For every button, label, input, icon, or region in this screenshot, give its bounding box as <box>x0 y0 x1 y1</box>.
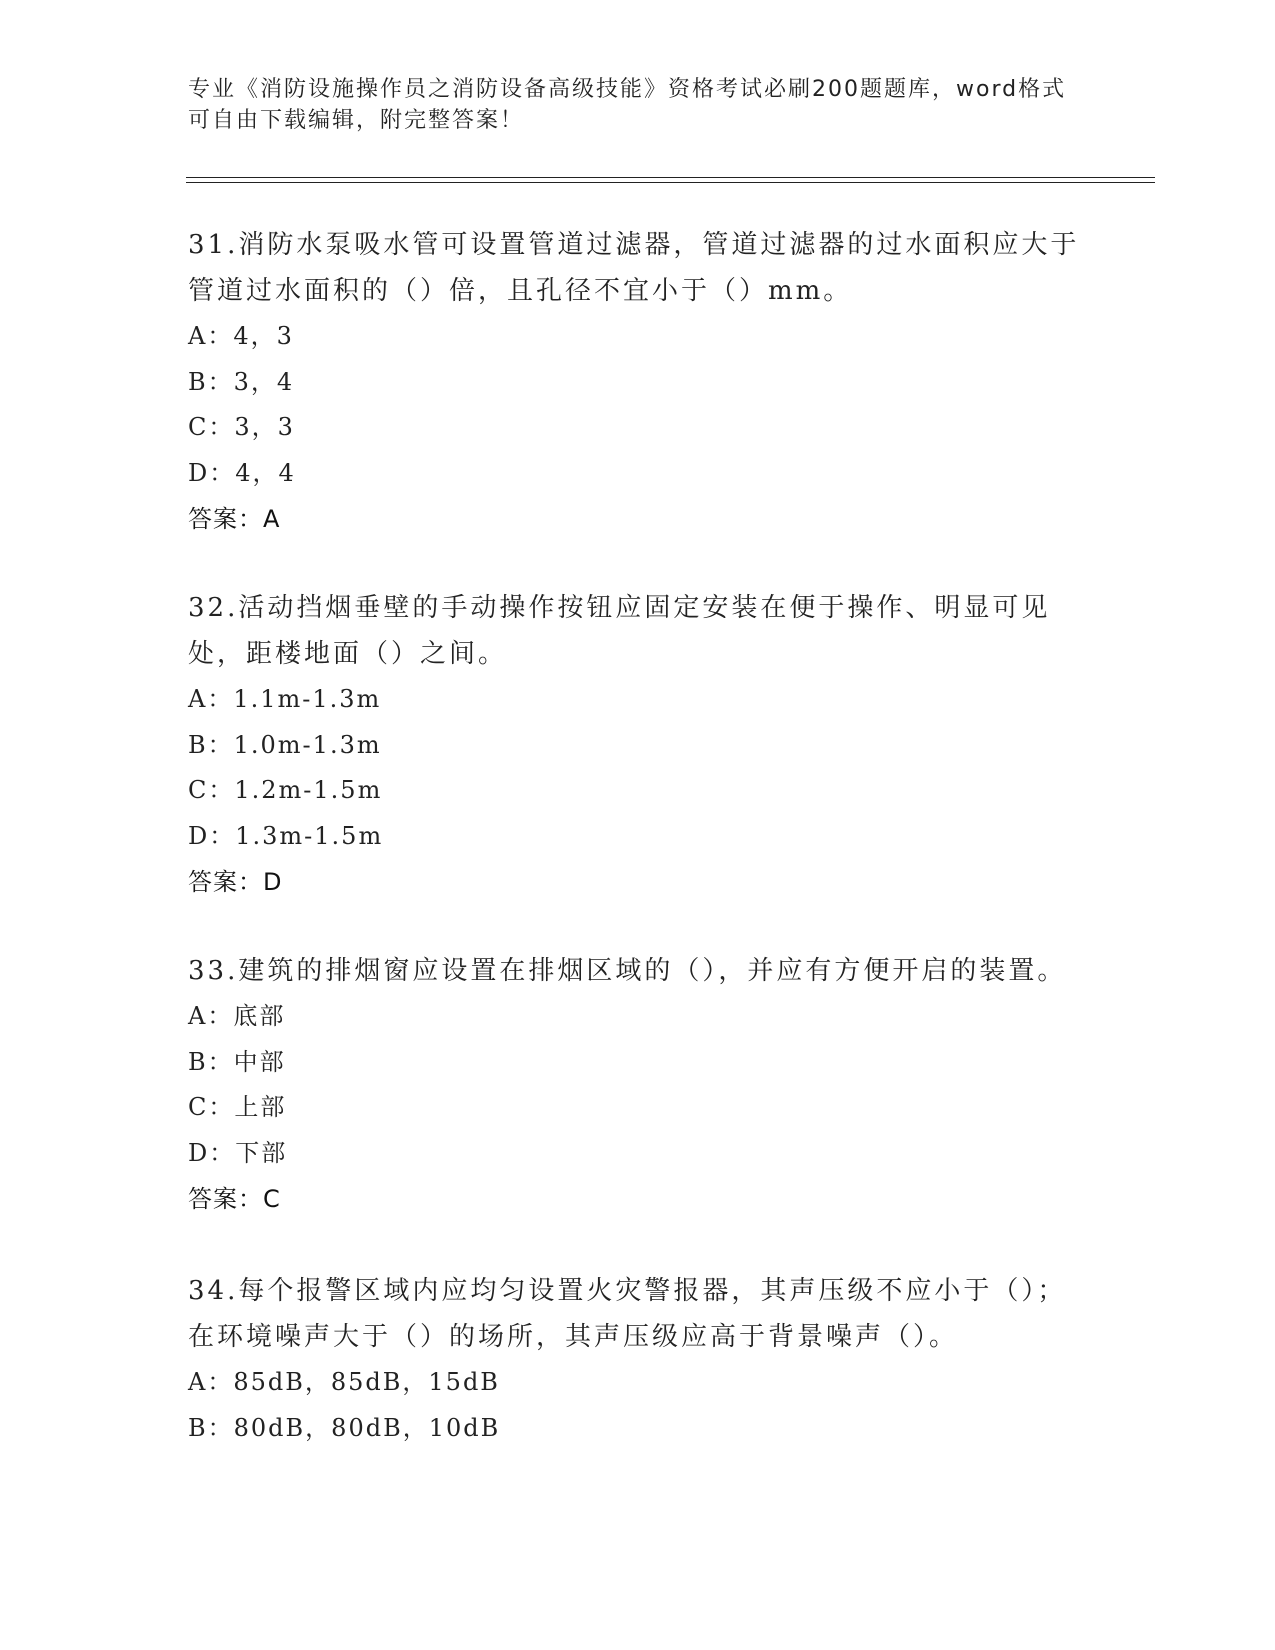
option-c: C：3，3 <box>188 413 295 441</box>
option-a: A：4，3 <box>188 322 294 350</box>
question-stem: 31.消防水泵吸水管可设置管道过滤器，管道过滤器的过水面积应大于管道过水面积的（）倍，且孔径不宜小于（）mm。 <box>188 230 1080 306</box>
option-b: B：3，4 <box>188 367 295 396</box>
option-b: B：80dB，80dB，10dB <box>188 1413 501 1442</box>
question-stem: 34.每个报警区域内应均匀设置火灾警报器，其声压级不应小于（）；在环境噪声大于（）的场所，其声压级应高于背景噪声（）。 <box>188 1276 1067 1352</box>
option-b: B：中部 <box>188 1047 286 1076</box>
option-d: D：下部 <box>188 1138 288 1167</box>
option-a: A：1.1m-1.3m <box>188 685 382 713</box>
document-header: 专业《消防设施操作员之消防设备高级技能》资格考试必刷200题题库，word格式可自由下载编辑，附完整答案！ <box>188 77 1067 133</box>
header-divider-top <box>186 177 1155 178</box>
answer-label: 答案：D <box>188 868 283 896</box>
option-b: B：1.0m-1.3m <box>188 730 382 759</box>
question-stem: 33.建筑的排烟窗应设置在排烟区域的（），并应有方便开启的装置。 <box>188 956 1067 986</box>
option-a: A：85dB，85dB，15dB <box>188 1368 500 1396</box>
question-34 <box>188 1268 1088 1451</box>
option-a: A：底部 <box>188 1002 286 1030</box>
answer-label: 答案：C <box>188 1185 281 1213</box>
question-31 <box>188 222 1088 542</box>
option-d: D：1.3m-1.5m <box>188 821 384 850</box>
header-divider-bottom <box>186 182 1155 183</box>
answer-label: 答案：A <box>188 505 281 533</box>
option-d: D：4，4 <box>188 458 296 487</box>
option-c: C：上部 <box>188 1093 287 1121</box>
question-33 <box>188 948 1088 1222</box>
question-stem: 32.活动挡烟垂壁的手动操作按钮应固定安装在便于操作、明显可见处，距楼地面（）之间。 <box>188 593 1051 669</box>
question-32 <box>188 585 1088 905</box>
option-c: C：1.2m-1.5m <box>188 776 383 804</box>
